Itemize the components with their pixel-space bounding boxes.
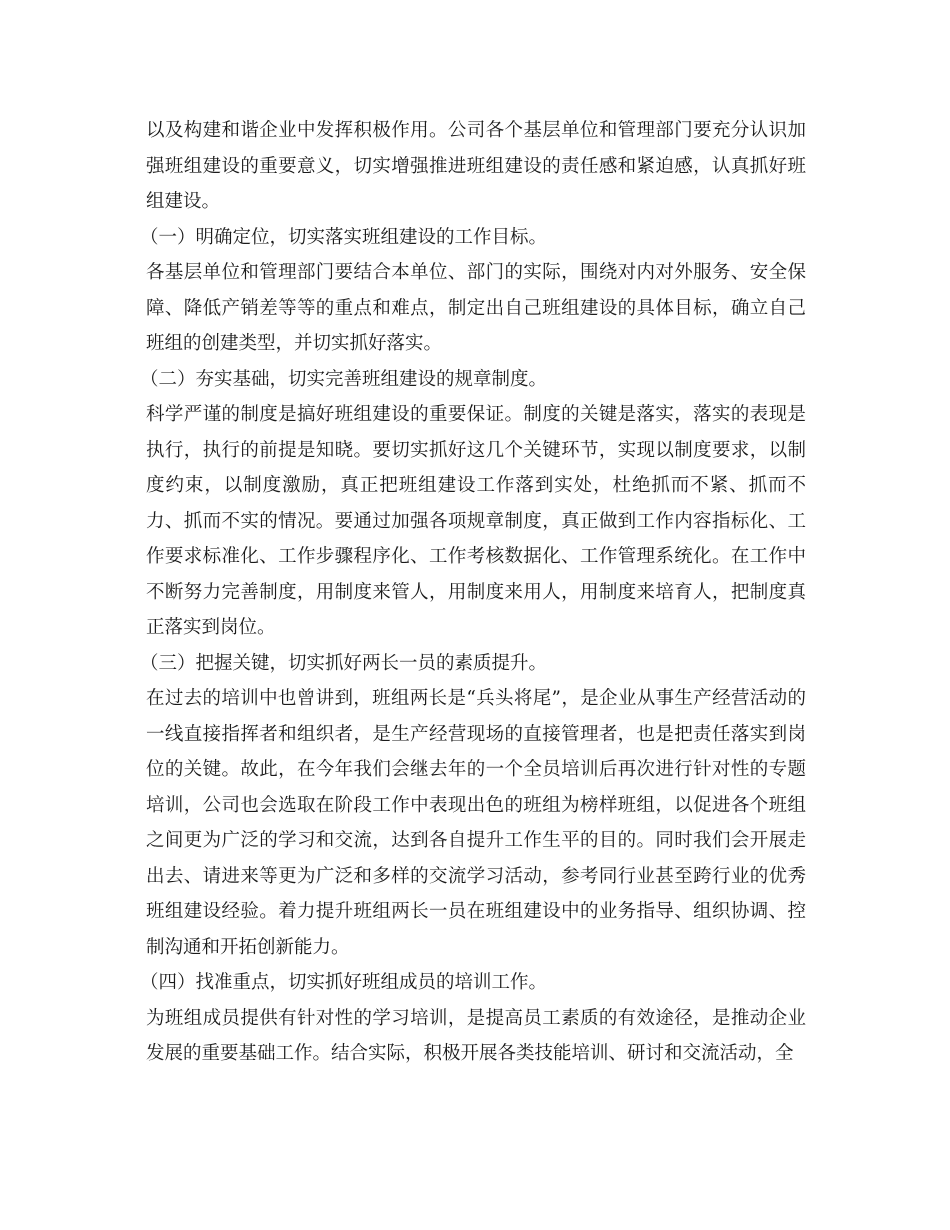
heading-section-2: （二）夯实基础，切实完善班组建设的规章制度。 [140, 368, 548, 390]
paragraph-section-4: 为班组成员提供有针对性的学习培训，是提高员工素质的有效途径，是推动企业发展的重要基础工作。结合实际，积极开展各类技能培训、研讨和交流活动，全 [146, 1007, 806, 1064]
paragraph-intro: 以及构建和谐企业中发挥积极作用。公司各个基层单位和管理部门要充分认识加强班组建设的重要意义，切实增强推进班组建设的责任感和紧迫感，认真抓好班组建设。 [146, 120, 806, 212]
document-page [140, 113, 806, 1072]
paragraph-section-1: 各基层单位和管理部门要结合本单位、部门的实际，围绕对内对外服务、安全保障、降低产销差等等的重点和难点，制定出自己班组建设的具体目标，确立自己班组的创建类型，并切实抓好落实。 [146, 262, 806, 354]
heading-section-4: （四）找准重点，切实抓好班组成员的培训工作。 [140, 972, 548, 993]
paragraph-section-2: 科学严谨的制度是搞好班组建设的重要保证。制度的关键是落实，落实的表现是执行，执行的前提是知晓。要切实抓好这几个关键环节，实现以制度要求，以制度约束，以制度激励，真正把班组建设工作落到实处，杜绝抓而不紧、抓而不力、抓而不实的情况。要通过加强各项规章制度，真正做到工作内容指标化、工作要求标准化、工作步骤程序化、工作考核数据化、工作管理系统化。在工作中不断努力完善制度，用制度来管人，用制度来用人，用制度来培育人，把制度真正落实到岗位。 [146, 404, 806, 638]
heading-section-1: （一）明确定位，切实落实班组建设的工作目标。 [140, 226, 548, 248]
paragraph-section-3: 在过去的培训中也曾讲到，班组两长是“兵头将尾”，是企业从事生产经营活动的一线直接指挥者和组织者，是生产经营现场的直接管理者，也是把责任落实到岗位的关键。故此，在今年我们会继去年的一个全员培训后再次进行针对性的专题培训，公司也会选取在阶段工作中表现出色的班组为榜样班组，以促进各个班组之间更为广泛的学习和交流，达到各自提升工作生平的目的。同时我们会开展走出去、请进来等更为广泛和多样的交流学习活动，参考同行业甚至跨行业的优秀班组建设经验。着力提升班组两长一员在班组建设中的业务指导、组织协调、控制沟通和开拓创新能力。 [146, 688, 806, 958]
heading-section-3: （三）把握关键，切实抓好两长一员的素质提升。 [140, 652, 548, 674]
